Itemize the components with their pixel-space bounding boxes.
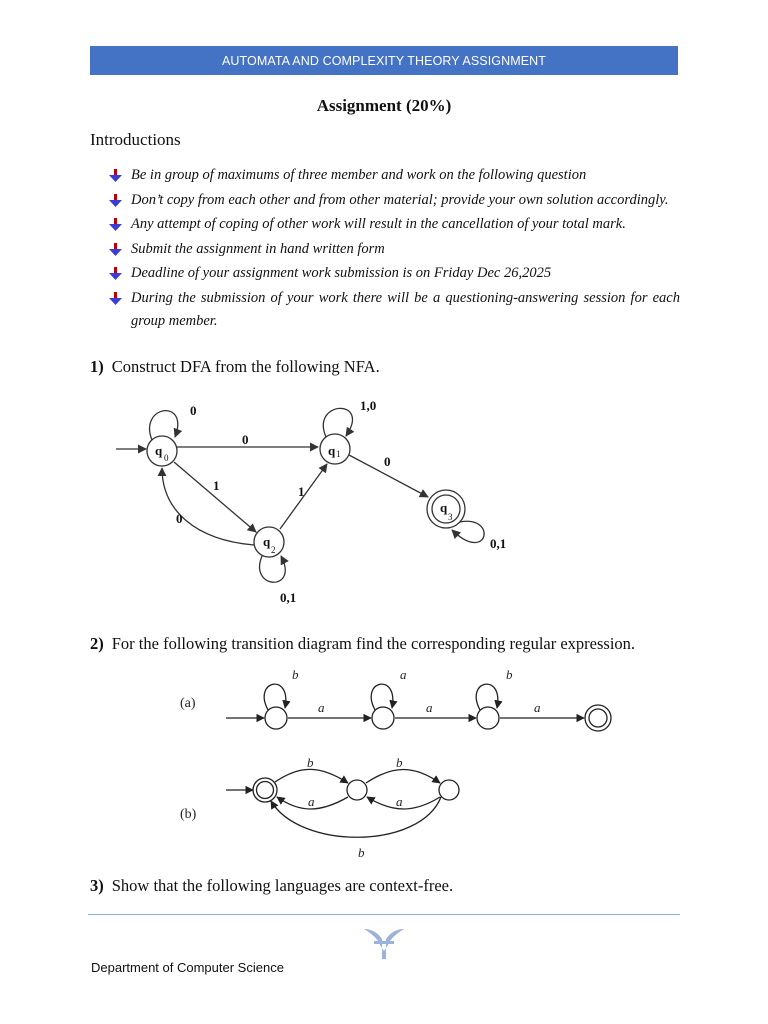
page-title: Assignment (20%) [316,96,452,115]
header-banner-text: AUTOMATA AND COMPLEXITY THEORY ASSIGNMENT [221,53,547,68]
b-label-bottom: b [358,845,365,860]
b-edge-mid-2 [367,797,440,809]
a-state-3 [477,707,499,729]
q1-label: q [328,443,336,458]
a-label-edge-1: a [318,700,325,715]
rule-item [108,238,680,262]
question-text: Show that the following languages are context-free. [111,876,454,895]
q3-label: q [440,500,448,515]
header-banner [90,46,678,75]
b-state-end [439,780,459,800]
a-state-1 [265,707,287,729]
a-label-loop-1: b [292,667,299,682]
label-q0-loop: 0 [190,403,197,418]
arrow-bullet-icon [108,292,123,306]
label-q2-loop: 0,1 [280,590,297,605]
label-q0-q1: 0 [242,432,249,447]
a-label-edge-2: a [426,700,433,715]
a-loop-1 [264,684,286,710]
a-loop-3 [476,684,498,710]
diagram-a-tag: (a) [180,696,196,711]
label-q3-loop: 0,1 [490,536,507,551]
b-label-top-1: b [307,755,314,770]
question-text: For the following transition diagram find the corresponding regular expression. [111,634,636,653]
edge-q2-q0 [162,468,254,545]
q1-subscript: 1 [336,449,341,459]
footer-department: Department of Computer Science [91,960,284,975]
arrow-bullet-icon [108,194,123,208]
rule-item [108,189,680,213]
rule-text: Deadline of your assignment work submission is on Friday Dec 26,2025 [131,265,552,281]
b-edge-top-2 [366,770,440,784]
rule-text: Submit the assignment in hand written form [131,240,385,257]
diagram-b-tag: (b) [180,807,197,822]
rule-item [108,262,680,286]
q3-subscript: 3 [448,512,453,522]
label-q2-q1: 1 [298,484,305,499]
label-q2-q0: 0 [176,511,183,526]
b-state-middle [347,780,367,800]
rule-text: Any attempt of coping of other work will result in the cancellation of your total mark. [131,216,626,232]
a-final-inner [589,709,607,727]
rule-item [108,213,680,237]
footer-divider [88,914,680,915]
arrow-bullet-icon [108,169,123,183]
rule-text: During the submission of your work there will be a questioning-answering session for each group member. [131,289,680,329]
arrow-bullet-icon [108,218,123,232]
q2-subscript: 2 [271,545,276,555]
question-1 [90,357,380,377]
b-edge-bottom [271,797,441,837]
question-text: Construct DFA from the following NFA. [111,357,380,376]
edge-q2-loop [260,556,286,582]
rule-text: Be in group of maximums of three member and work on the following question [131,167,587,183]
nfa-diagram [0,385,768,610]
question-number: 1) [90,357,104,376]
footer-logo-icon [362,925,406,961]
rule-item [108,287,680,334]
a-label-loop-2: a [400,667,407,682]
transition-diagrams [0,660,768,865]
a-state-2 [372,707,394,729]
q0-label: q [155,443,163,458]
a-label-edge-3: a [534,700,541,715]
b-label-mid-2: a [396,794,403,809]
a-loop-2 [371,684,393,710]
b-edge-top-1 [275,769,348,783]
b-state-start-inner [257,782,274,799]
arrow-bullet-icon [108,267,123,281]
b-label-mid-1: a [308,794,315,809]
arrow-bullet-icon [108,243,123,257]
question-3 [90,876,453,896]
edge-q1-loop [323,408,352,437]
diagram-a [226,684,611,731]
question-number: 2) [90,634,104,653]
b-label-top-2: b [396,755,403,770]
intro-heading: Introductions [90,130,181,149]
diagram-b [226,769,459,837]
label-q1-q3: 0 [384,454,391,469]
label-q0-q2: 1 [213,478,220,493]
q0-subscript: 0 [164,453,169,463]
rule-item [108,164,680,188]
label-q1-loop: 1,0 [360,398,377,413]
rules-list [108,164,680,335]
question-number: 3) [90,876,104,895]
a-label-loop-3: b [506,667,513,682]
question-2 [90,634,635,654]
q2-label: q [263,534,271,549]
rule-text: Don’t copy from each other and from other material; provide your own solution accordingly. [131,191,669,208]
